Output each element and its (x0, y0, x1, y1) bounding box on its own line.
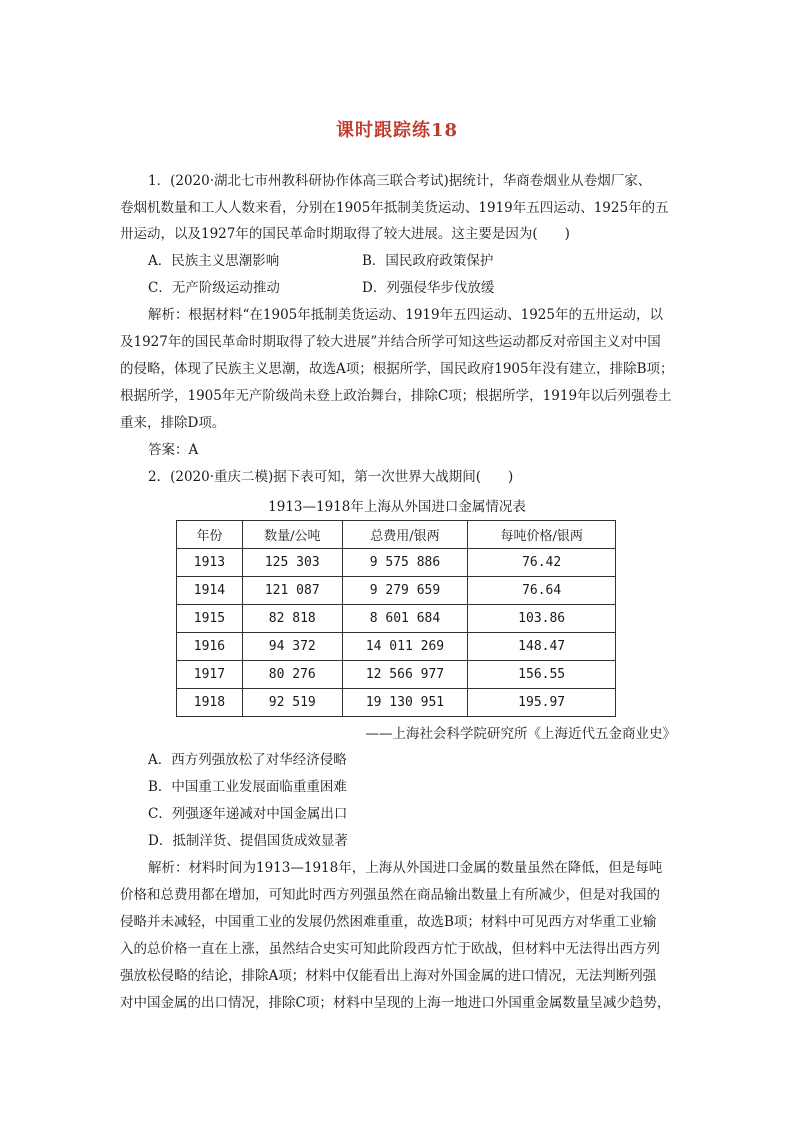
cell-year: 1914 (177, 577, 243, 605)
cell-price: 76.42 (468, 549, 616, 577)
q1-stem-line-1: 1．(2020·湖北七市州教科研协作体高三联合考试)据统计，华商卷烟业从卷烟厂家、 (148, 173, 652, 189)
cell-quantity: 80 276 (242, 661, 342, 689)
cell-quantity: 121 087 (242, 577, 342, 605)
q2-stem: 2．(2020·重庆二模)据下表可知，第一次世界大战期间( ) (148, 469, 514, 485)
q1-stem-line-3: 卅运动，以及1927年的国民革命时期取得了较大进展。这主要是因为( ) (120, 226, 570, 242)
q1-analysis-line-3: 的侵略，体现了民族主义思潮，故选A项；根据所学，国民政府1905年没有建立，排除B项； (120, 361, 674, 377)
q1-analysis-line-2: 及1927年的国民革命时期取得了较大进展”并结合所学可知这些运动都反对帝国主义对中国 (120, 334, 661, 350)
cell-year: 1918 (177, 689, 243, 717)
q2-option-c: C．列强逐年递减对中国金属出口 (148, 806, 348, 822)
cell-quantity: 125 303 (242, 549, 342, 577)
q2-analysis-line-4: 入的总价格一直在上涨，虽然结合史实可知此阶段西方忙于欧战，但材料中无法得出西方列 (120, 941, 660, 957)
q2-analysis-line-1: 解析：材料时间为1913—1918年，上海从外国进口金属的数量虽然在降低，但是每吨 (148, 860, 663, 876)
q1-answer: 答案：A (148, 442, 199, 458)
q1-option-b: B．国民政府政策保护 (362, 253, 494, 269)
table-row (177, 577, 616, 605)
cell-total-cost: 14 011 269 (342, 633, 468, 661)
cell-total-cost: 9 279 659 (342, 577, 468, 605)
q1-option-d: D．列强侵华步伐放缓 (362, 280, 495, 296)
q2-analysis-line-6: 对中国金属的出口情况，排除C项；材料中呈现的上海一地进口外国重金属数量呈减少趋势， (120, 995, 671, 1011)
q1-option-a: A．民族主义思潮影响 (148, 253, 280, 269)
q1-analysis-line-4: 根据所学，1905年无产阶级尚未登上政治舞台，排除C项；根据所学，1919年以后列强卷土 (120, 388, 672, 404)
q1-option-c: C．无产阶级运动推动 (148, 280, 280, 296)
table-row (177, 661, 616, 689)
import-data-table (176, 520, 616, 717)
cell-total-cost: 8 601 684 (342, 605, 468, 633)
cell-quantity: 94 372 (242, 633, 342, 661)
cell-year: 1915 (177, 605, 243, 633)
cell-price: 103.86 (468, 605, 616, 633)
table-row (177, 549, 616, 577)
table-row (177, 605, 616, 633)
header-total-cost: 总费用/银两 (342, 521, 468, 549)
cell-total-cost: 12 566 977 (342, 661, 468, 689)
q2-analysis-line-2: 价格和总费用都在增加，可知此时西方列强虽然在商品输出数量上有所减少，但是对我国的 (120, 887, 660, 903)
q2-analysis-line-3: 侵略并未减轻，中国重工业的发展仍然困难重重，故选B项；材料中可见西方对华重工业输 (120, 914, 657, 930)
cell-total-cost: 9 575 886 (342, 549, 468, 577)
cell-year: 1917 (177, 661, 243, 689)
cell-year: 1916 (177, 633, 243, 661)
page-title: 课时跟踪练18 (335, 120, 459, 141)
q1-stem-line-2: 卷烟机数量和工人人数来看，分别在1905年抵制美货运动、1919年五四运动、1925年的五 (120, 200, 669, 216)
cell-price: 195.97 (468, 689, 616, 717)
cell-quantity: 92 519 (242, 689, 342, 717)
cell-quantity: 82 818 (242, 605, 342, 633)
table-row (177, 633, 616, 661)
table-caption: 1913—1918年上海从外国进口金属情况表 (268, 499, 526, 515)
header-year: 年份 (177, 521, 243, 549)
cell-total-cost: 19 130 951 (342, 689, 468, 717)
table-source: ——上海社会科学院研究所《上海近代五金商业史》 (365, 726, 676, 742)
cell-price: 156.55 (468, 661, 616, 689)
table-row (177, 689, 616, 717)
table-header-row (177, 521, 616, 549)
header-price-per-ton: 每吨价格/银两 (468, 521, 616, 549)
q2-option-b: B．中国重工业发展面临重重困难 (148, 779, 347, 795)
q2-option-d: D．抵制洋货、提倡国货成效显著 (148, 833, 348, 849)
cell-year: 1913 (177, 549, 243, 577)
q1-analysis-line-1: 解析：根据材料“在1905年抵制美货运动、1919年五四运动、1925年的五卅运动，以 (148, 307, 663, 323)
q2-option-a: A．西方列强放松了对华经济侵略 (148, 752, 347, 768)
q1-analysis-line-5: 重来，排除D项。 (120, 415, 226, 431)
cell-price: 148.47 (468, 633, 616, 661)
header-quantity: 数量/公吨 (242, 521, 342, 549)
cell-price: 76.64 (468, 577, 616, 605)
q2-analysis-line-5: 强放松侵略的结论，排除A项；材料中仅能看出上海对外国金属的进口情况，无法判断列强 (120, 968, 657, 984)
